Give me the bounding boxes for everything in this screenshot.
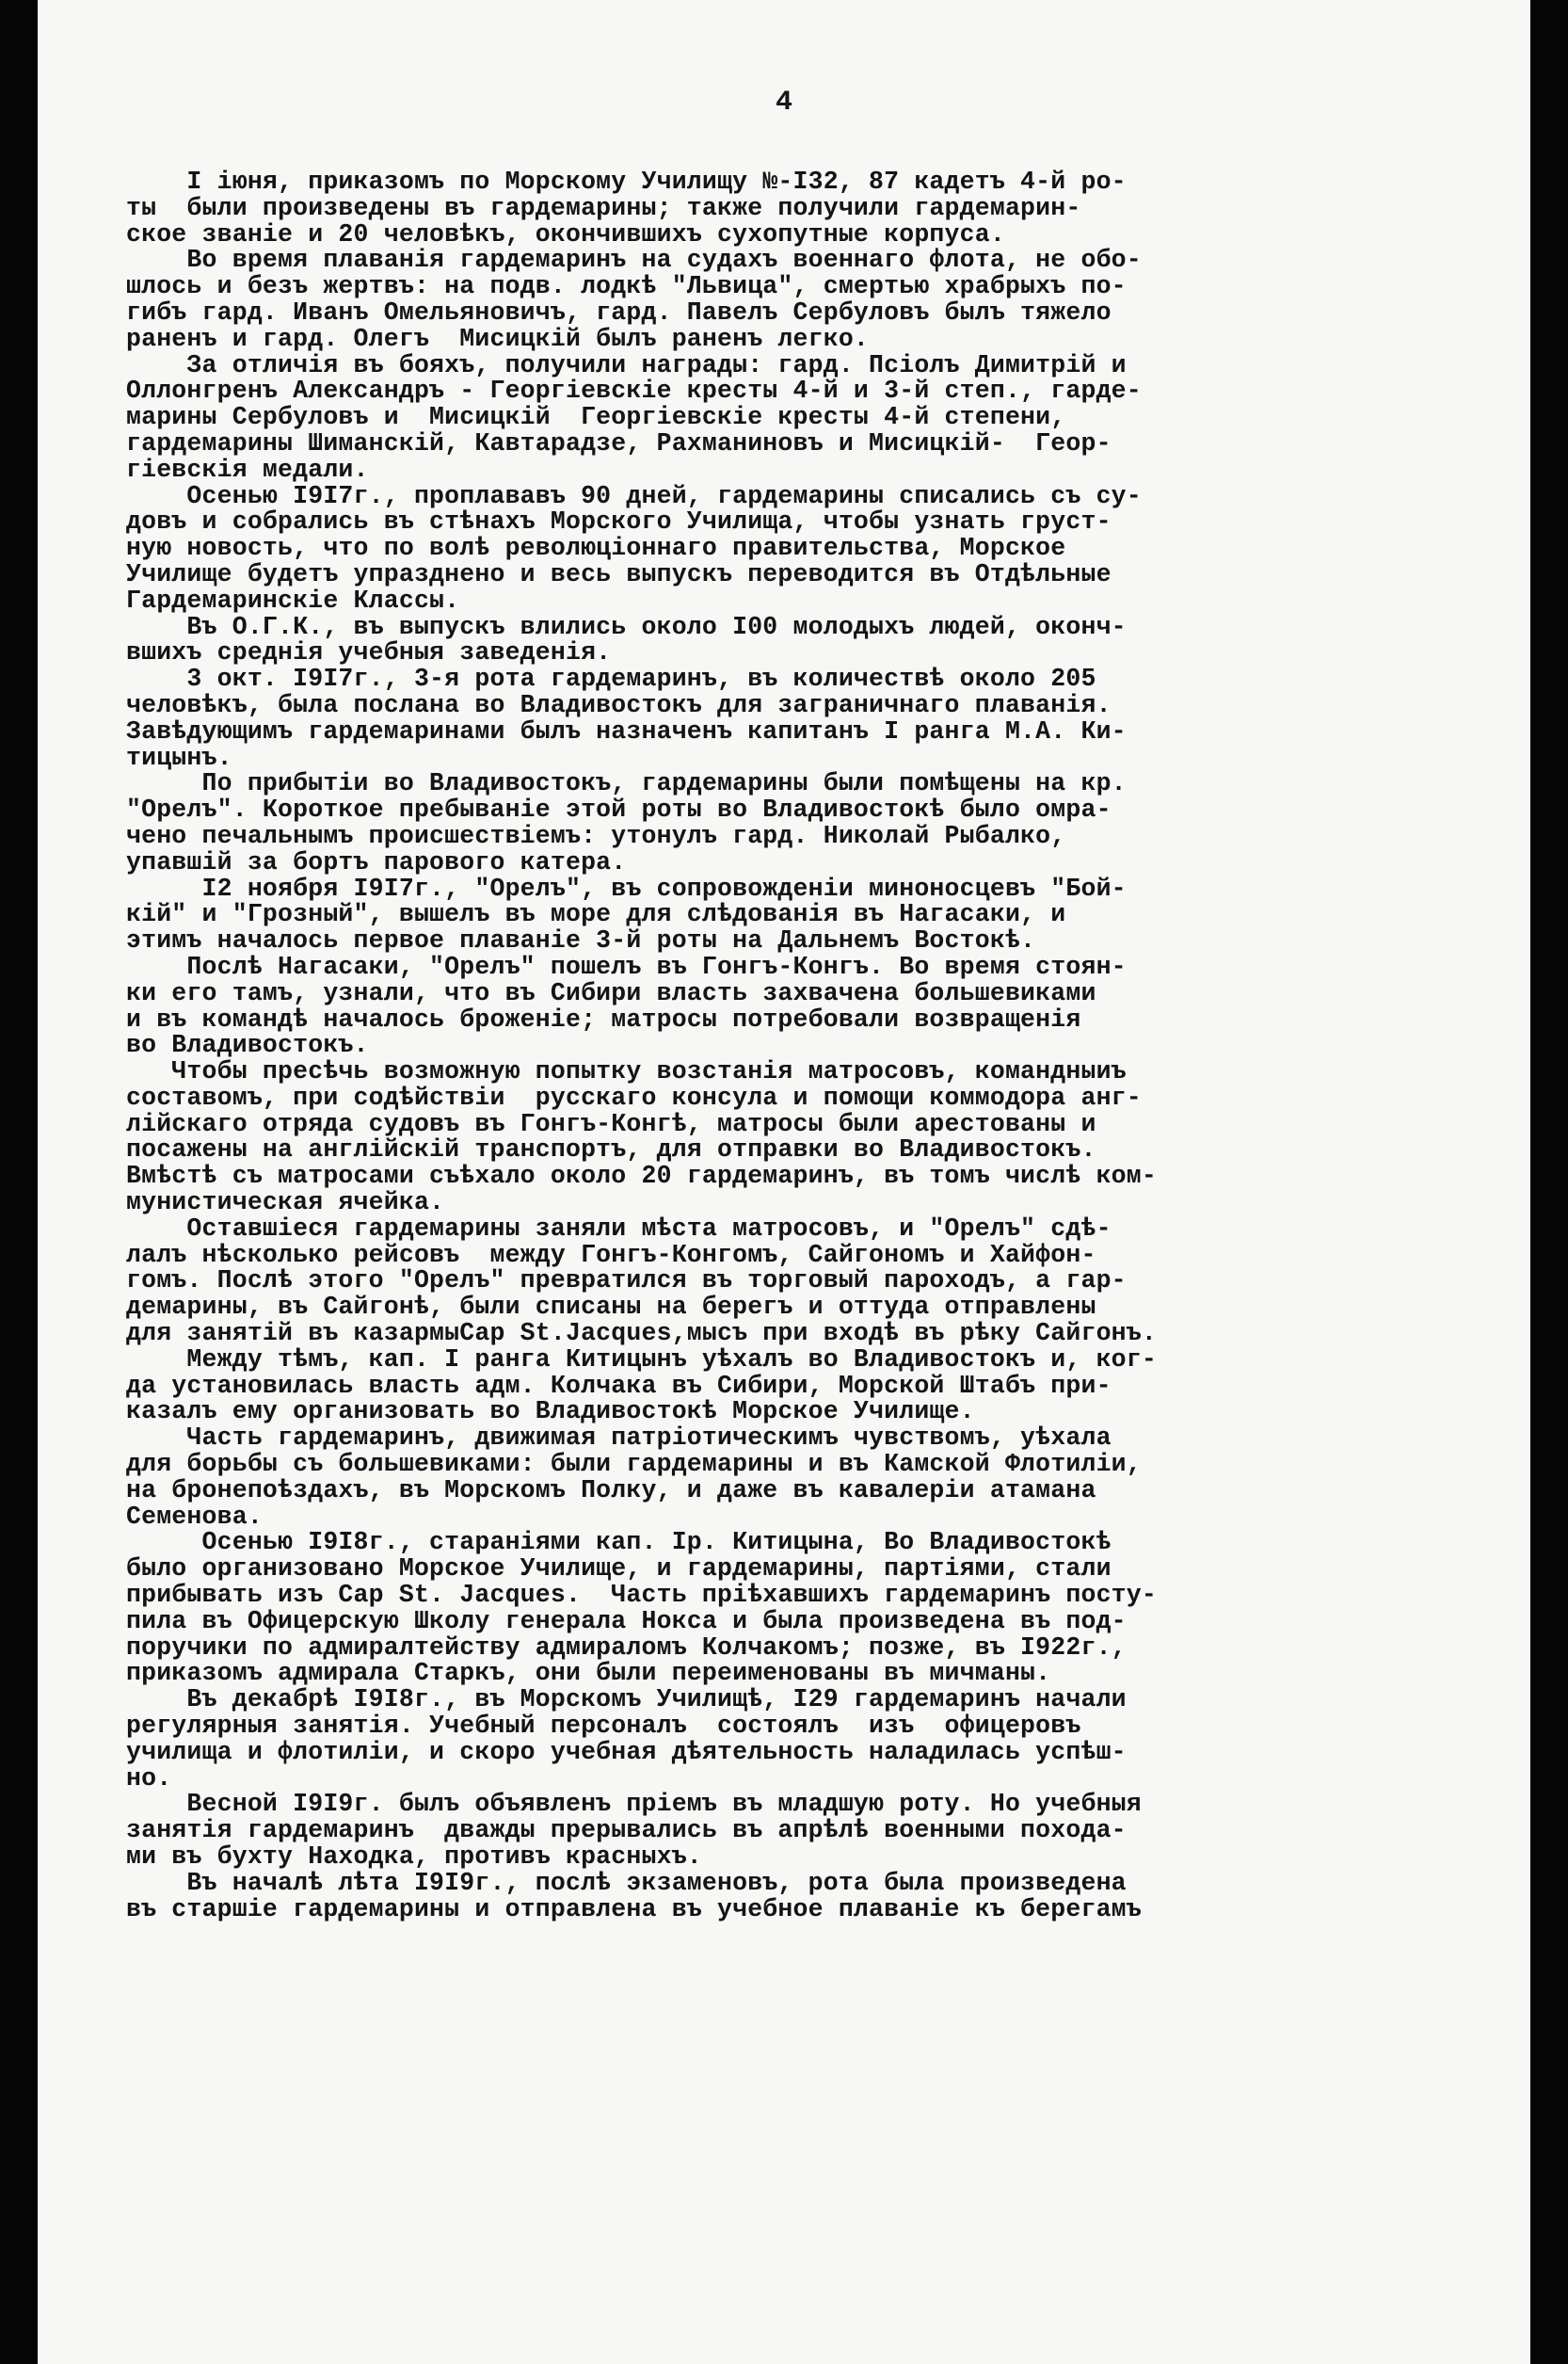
text-line: ми въ бухту Находка, противъ красныхъ. [126, 1842, 702, 1871]
text-line: раненъ и гард. Олегъ Мисицкій былъ раненъ легко. [126, 324, 870, 353]
text-line: ты были произведены въ гардемарины; также получили гардемарин- [126, 193, 1081, 222]
text-line: шлось и безъ жертвъ: на подв. лодкѣ "Львица", смертью храбрыхъ по- [126, 272, 1127, 301]
document-page [38, 0, 1530, 2364]
text-line: занятія гардемаринъ дважды прерывались въ апрѣлѣ военными похода- [126, 1816, 1127, 1845]
text-line: I2 ноября I9I7г., "Орелъ", въ сопровожденіи миноносцевъ "Бой- [126, 874, 1127, 903]
text-line: Во время плаванія гардемаринъ на судахъ военнаго флота, не обо- [126, 246, 1142, 275]
text-line: Въ О.Г.К., въ выпускъ влились около I00 молодыхъ людей, оконч- [126, 612, 1127, 641]
text-line: Послѣ Нагасаки, "Орелъ" пошелъ въ Гонгъ-Конгъ. Во время стоян- [126, 952, 1127, 981]
text-line: Между тѣмъ, кап. I ранга Китицынъ уѣхалъ во Владивостокъ и, ког- [126, 1344, 1157, 1374]
text-line: ки его тамъ, узнали, что въ Сибири власть захвачена большевиками [126, 978, 1096, 1007]
text-line: но. [126, 1763, 172, 1793]
text-line: гомъ. Послѣ этого "Орелъ" превратился въ торговый пароходъ, а гар- [126, 1266, 1127, 1295]
text-line: регулярныя занятія. Учебный персоналъ состоялъ изъ офицеровъ [126, 1712, 1081, 1741]
text-line: было организовано Морское Училище, и гардемарины, партіями, стали [126, 1554, 1112, 1584]
text-line: прибывать изъ Cap St. Jacques. Часть пріѣхавшихъ гардемаринъ посту- [126, 1581, 1157, 1610]
text-line: гіевскія медали. [126, 455, 369, 484]
text-line: По прибытіи во Владивостокъ, гардемарины были помѣщены на кр. [126, 769, 1127, 798]
text-line: лалъ нѣсколько рейсовъ между Гонгъ-Конгомъ, Сайгономъ и Хайфон- [126, 1240, 1096, 1269]
text-line: и въ командѣ началось броженіе; матросы потребовали возвращенія [126, 1005, 1081, 1034]
text-line: во Владивостокъ. [126, 1031, 369, 1060]
text-line: въ старшіе гардемарины и отправлена въ учебное плаваніе къ берегамъ [126, 1894, 1142, 1923]
text-line: Оставшіеся гардемарины заняли мѣста матросовъ, и "Орелъ" сдѣ- [126, 1214, 1112, 1243]
text-line: упавшій за бортъ парового катера. [126, 847, 627, 876]
text-line: Въ началѣ лѣта I9I9г., послѣ экзаменовъ, рота была произведена [126, 1868, 1127, 1897]
text-line: За отличія въ бояхъ, получили награды: гард. Псіолъ Димитрій и [126, 350, 1127, 379]
text-line: довъ и собрались въ стѣнахъ Морского Училища, чтобы узнать груст- [126, 507, 1112, 537]
text-line: марины Сербуловъ и Мисицкій Георгіевскіе кресты 4-й степени, [126, 403, 1066, 432]
text-line: демарины, въ Сайгонѣ, были списаны на берегъ и оттуда отправлены [126, 1293, 1096, 1322]
text-line: для занятій въ казармыCap St.Jacques,мысъ при входѣ въ рѣку Сайгонъ. [126, 1319, 1157, 1348]
text-line: гибъ гард. Иванъ Омельяновичъ, гард. Павелъ Сербуловъ былъ тяжело [126, 298, 1112, 327]
page-number: 4 [775, 87, 792, 119]
text-line: ское званіе и 20 человѣкъ, окончившихъ сухопутные корпуса. [126, 219, 1005, 249]
text-line: посажены на англійскій транспортъ, для отправки во Владивостокъ. [126, 1135, 1096, 1165]
text-line: Весной I9I9г. былъ объявленъ пріемъ въ младшую роту. Но учебныя [126, 1790, 1142, 1819]
text-line: "Орелъ". Короткое пребываніе этой роты во Владивостокѣ было омра- [126, 796, 1112, 825]
text-line: казалъ ему организовать во Владивостокѣ Морское Училище. [126, 1397, 975, 1426]
text-line: Чтобы пресѣчь возможную попытку возстанія матросовъ, командныиъ [126, 1057, 1127, 1086]
text-line: ную новость, что по волѣ революціоннаго правительства, Морское [126, 534, 1066, 563]
text-line: Осенью I9I8г., стараніями кап. Iр. Китицына, Во Владивостокѣ [126, 1528, 1112, 1557]
text-line: Часть гардемаринъ, движимая патріотическимъ чувствомъ, уѣхала [126, 1423, 1112, 1453]
text-line: да установилась власть адм. Колчака въ Сибири, Морской Штабъ при- [126, 1371, 1112, 1400]
text-line: Училище будетъ упразднено и весь выпускъ переводится въ Отдѣльные [126, 559, 1112, 588]
text-line: лійскаго отряда судовъ въ Гонгъ-Конгѣ, матросы были арестованы и [126, 1109, 1096, 1138]
text-line: гардемарины Шиманскій, Кавтарадзе, Рахманиновъ и Мисицкій- Геор- [126, 428, 1112, 458]
text-line: кій" и "Грозный", вышелъ въ море для слѣдованія въ Нагасаки, и [126, 900, 1066, 929]
text-line: Осенью I9I7г., проплававъ 90 дней, гардемарины списались съ су- [126, 481, 1142, 510]
text-line: I іюня, приказомъ по Морскому Училищу №-I32, 87 кадетъ 4-й ро- [126, 168, 1127, 196]
text-line: тицынъ. [126, 743, 232, 772]
text-line: на бронепоѣздахъ, въ Морскомъ Полку, и даже въ кавалеріи атамана [126, 1475, 1096, 1504]
text-line: Оллонгренъ Александръ - Георгіевскіе кресты 4-й и 3-й степ., гарде- [126, 377, 1142, 406]
text-line: чено печальнымъ происшествіемъ: утонулъ гард. Николай Рыбалко, [126, 821, 1066, 850]
text-line: поручики по адмиралтейству адмираломъ Колчакомъ; позже, въ I922г., [126, 1632, 1127, 1662]
text-line: 3 окт. I9I7г., 3-я рота гардемаринъ, въ количествѣ около 205 [126, 665, 1096, 694]
text-line: этимъ началось первое плаваніе 3-й роты на Дальнемъ Востокѣ. [126, 926, 1036, 956]
text-line: для борьбы съ большевиками: были гардемарины и въ Камской Флотиліи, [126, 1450, 1142, 1479]
document-body [126, 169, 1510, 1922]
text-line: мунистическая ячейка. [126, 1188, 445, 1217]
text-line: вшихъ среднія учебныя заведенія. [126, 638, 612, 667]
text-line: Гардемаринскіе Классы. [126, 586, 460, 615]
text-line: Завѣдующимъ гардемаринами былъ назначенъ капитанъ I ранга М.А. Ки- [126, 716, 1127, 746]
text-line: Семенова. [126, 1502, 263, 1531]
text-line: пила въ Офицерскую Школу генерала Нокса и была произведена въ под- [126, 1606, 1127, 1635]
text-line: Въ декабрѣ I9I8г., въ Морскомъ Училищѣ, I29 гардемаринъ начали [126, 1685, 1127, 1714]
text-line: Вмѣстѣ съ матросами съѣхало около 20 гардемаринъ, въ томъ числѣ ком- [126, 1162, 1157, 1191]
text-line: человѣкъ, была послана во Владивостокъ для заграничнаго плаванія. [126, 690, 1112, 719]
text-line: приказомъ адмирала Старкъ, они были переименованы въ мичманы. [126, 1659, 1051, 1688]
text-line: составомъ, при содѣйствіи русскаго консула и помощи коммодора анг- [126, 1083, 1142, 1112]
text-line: училища и флотиліи, и скоро учебная дѣятельность наладилась успѣш- [126, 1737, 1127, 1766]
